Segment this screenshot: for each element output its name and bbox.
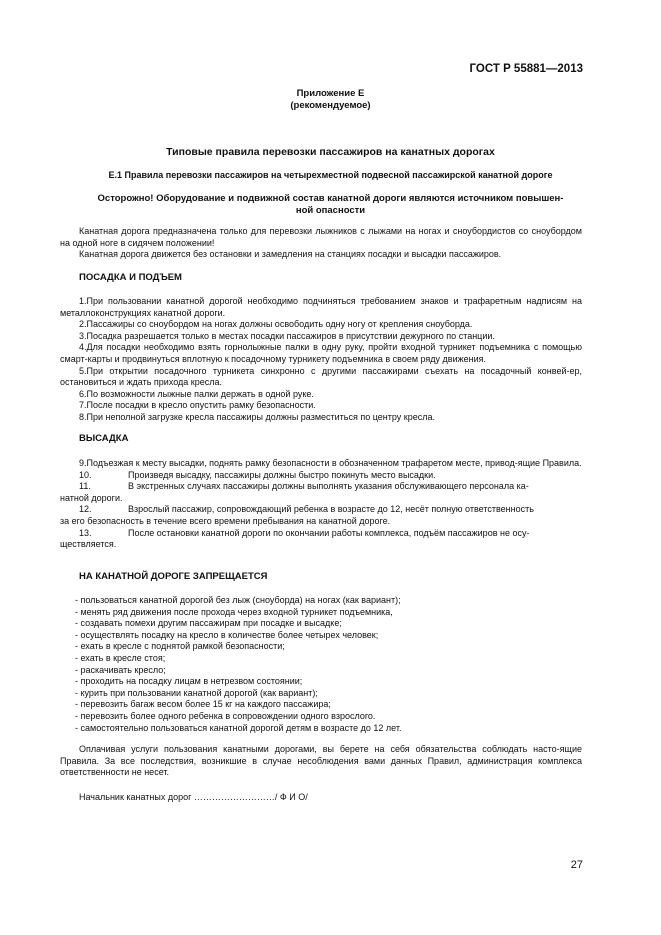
closing-paragraph: Оплачивая услуги пользования канатными дорогами, вы берете на себя обязательства соблюдать насто-ящие Правила. За все последствия, возникшие в случае несоблюдения вами данных Правил, администрация комплекса ответственности не несет. bbox=[60, 744, 582, 778]
numbered-rule bbox=[60, 481, 582, 493]
list-item: - проходить на посадку лицам в нетрезвом состоянии; bbox=[75, 676, 303, 687]
appendix-label bbox=[60, 88, 601, 112]
rule-continuation: натной дороги. bbox=[60, 492, 123, 503]
numbered-rule bbox=[60, 470, 582, 482]
list-item: - ехать в кресле с поднятой рамкой безопасности; bbox=[75, 641, 285, 652]
rule-item: 8.При неполной загрузке кресла пассажиры должны разместиться по центру кресла. bbox=[79, 411, 435, 422]
section-heading-boarding: ПОСАДКА И ПОДЪЕМ bbox=[79, 272, 182, 283]
prohibited-list bbox=[75, 595, 545, 734]
document-title: Типовые правила перевозки пассажиров на канатных дорогах bbox=[166, 146, 495, 158]
rule-number: 11. bbox=[79, 481, 91, 492]
rule-number: 13. bbox=[79, 527, 92, 538]
rule-text: Произведя высадку, пассажиры должны быстро покинуть место высадки. bbox=[128, 469, 436, 480]
list-item: - пользоваться канатной дорогой без лыж (сноуборда) на ногах (как вариант); bbox=[75, 595, 401, 605]
warning-line-2: ной опасности bbox=[295, 205, 366, 216]
rule-text: После остановки канатной дороги по окончании работы комплекса, подъём пассажиров не осу- bbox=[128, 527, 530, 538]
section-heading-exit: ВЫСАДКА bbox=[79, 433, 129, 444]
rule-item: 3.Посадка разрешается только в местах посадки пассажиров в присутствии дежурного по станции. bbox=[79, 330, 495, 341]
standard-code: ГОСТ Р 55881—2013 bbox=[469, 63, 583, 75]
list-item: - создавать помехи другим пассажирам при посадке и высадке; bbox=[75, 618, 342, 629]
rule-item: 6.По возможности лыжные палки держать в одной руке. bbox=[79, 388, 314, 399]
list-item: - раскачивать кресло; bbox=[75, 664, 166, 675]
boarding-rules bbox=[60, 296, 582, 424]
warning-notice bbox=[60, 193, 601, 217]
rule-item: 2.Пассажиры со сноубордом на ногах должны освободить одну ногу от крепления сноуборда. bbox=[79, 319, 473, 330]
appendix-status: (рекомендуемое) bbox=[290, 100, 371, 111]
list-item: - ехать в кресле стоя; bbox=[75, 652, 166, 663]
rule-item: 5.При открытии посадочного турникета синхронно с другими пассажирами съехать на посадочный конвей-ер, остановиться и ждать прихода кресла. bbox=[60, 365, 582, 388]
page-number: 27 bbox=[570, 859, 583, 871]
signature-line: Начальник канатных дорог ………………………/ Ф И О/ bbox=[79, 792, 308, 802]
document-subtitle: Е.1 Правила перевозки пассажиров на четырехместной подвесной пассажирской канатной дороге bbox=[108, 170, 553, 180]
closing-block bbox=[60, 744, 582, 779]
list-item: - менять ряд движения после прохода через входной турникет подъемника, bbox=[75, 606, 393, 617]
rule-text: В экстренных случаях пассажиры должны выполнять указания обслуживающего персонала ка- bbox=[128, 481, 529, 492]
list-item: - курить при пользовании канатной дорогой (как вариант); bbox=[75, 687, 318, 698]
rule-continuation: за его безопасность в течение всего времени пребывания на канатной дороге. bbox=[60, 515, 391, 526]
rule-item: 1.При пользовании канатной дорогой необходимо подчиняться требованием знаков и трафаретным надписям на металлоконструкциях канатной дороги. bbox=[60, 296, 582, 318]
section-heading-prohibited: НА КАНАТНОЙ ДОРОГЕ ЗАПРЕЩАЕТСЯ bbox=[79, 571, 268, 582]
intro-block bbox=[60, 226, 582, 261]
warning-line-1: Осторожно! Оборудование и подвижной состав канатной дороги являются источником повышен- bbox=[97, 193, 564, 204]
rule-item: 9.Подъезжая к месту высадки, поднять рамку безопасности в обозначенном трафаретом месте, привод-ящие Правила. bbox=[79, 458, 582, 468]
list-item: - перевозить багаж весом более 15 кг на каждого пассажира; bbox=[75, 699, 331, 710]
appendix-title: Приложение Е bbox=[296, 88, 365, 99]
list-item: - перевозить более одного ребенка в сопровождении одного взрослого. bbox=[75, 710, 376, 721]
rule-number: 10. bbox=[79, 469, 92, 480]
intro-paragraph: Канатная дорога движется без остановки и замедления на станциях посадки и высадки пассажиров. bbox=[79, 249, 502, 260]
rule-text: Взрослый пассажир, сопровождающий ребенка в возрасте до 12, несёт полную ответственность bbox=[128, 504, 534, 515]
rule-item: 7.После посадки в кресло опустить рамку безопасности. bbox=[79, 400, 316, 411]
numbered-rule bbox=[60, 504, 582, 516]
rule-item: 4.Для посадки необходимо взять горнолыжные палки в одну руку, пройти входной турникет подъемника с помощью смарт-карты и продвинуться вплотную к посадочному турникету подъемника в своем ряду движения. bbox=[60, 342, 582, 364]
list-item: - осуществлять посадку на кресло в количестве более четырех человек; bbox=[75, 629, 379, 640]
exit-rules bbox=[60, 458, 582, 551]
numbered-rule bbox=[60, 528, 582, 540]
intro-paragraph: Канатная дорога предназначена только для перевозки лыжников с лыжами на ногах и сноубордистов со сноубордом на одной ноге в сидячем положении! bbox=[60, 226, 582, 248]
rule-number: 12. bbox=[79, 504, 92, 515]
list-item: - самостоятельно пользоваться канатной дорогой детям в возрасте до 12 лет. bbox=[75, 722, 402, 733]
rule-continuation: ществляется. bbox=[60, 539, 117, 550]
